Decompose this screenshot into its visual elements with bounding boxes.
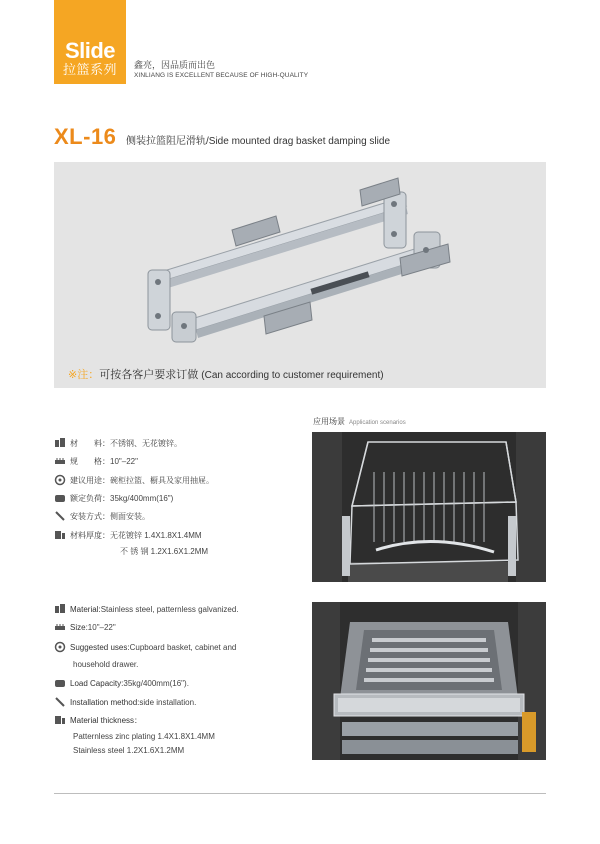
note-english: (Can according to customer requirement) bbox=[201, 370, 384, 381]
screwdriver-icon bbox=[54, 510, 66, 522]
weight-icon bbox=[54, 677, 66, 689]
scene-label bbox=[313, 416, 406, 427]
product-hero-image bbox=[54, 162, 546, 388]
spec-value: 10"–22" bbox=[87, 622, 116, 632]
spec-value: 35kg/400mm(16"). bbox=[123, 678, 189, 688]
spec-cn-material bbox=[54, 436, 182, 450]
customization-note bbox=[68, 366, 384, 382]
brand-logo-box bbox=[54, 0, 126, 84]
product-model: XL-16 bbox=[54, 124, 117, 149]
spec-label: 额定负荷： bbox=[70, 493, 110, 503]
spec-value: 侧面安装。 bbox=[110, 511, 150, 521]
drawer-basket-drawing bbox=[312, 602, 546, 760]
dish-rack-drawing bbox=[312, 432, 546, 582]
scene-photo-drawer-basket bbox=[312, 602, 546, 760]
spec-label: Installation method: bbox=[70, 697, 140, 707]
spec-en-uses-cont: household drawer. bbox=[73, 660, 139, 669]
spec-label: Material thickness： bbox=[70, 715, 143, 725]
slogan-english: XINLIANG IS EXCELLENT BECAUSE OF HIGH-QUALITY bbox=[134, 72, 309, 79]
spec-value: side installation. bbox=[139, 697, 197, 707]
footer-divider bbox=[54, 793, 546, 794]
spec-label: 安装方式： bbox=[70, 511, 110, 521]
spec-cn-thickness bbox=[54, 528, 202, 542]
scene-photo-dish-rack bbox=[312, 432, 546, 582]
thickness-icon bbox=[54, 529, 66, 541]
spec-en-material bbox=[54, 602, 239, 616]
spec-value: 35kg/400mm(16") bbox=[110, 493, 174, 503]
spec-label: 建议用途： bbox=[70, 475, 110, 485]
spec-cn-uses bbox=[54, 473, 214, 487]
spec-cn-size bbox=[54, 454, 138, 468]
spec-value: 不锈钢、无花镀锌。 bbox=[110, 438, 182, 448]
spec-label: 规 格： bbox=[70, 456, 110, 466]
spec-en-thickness bbox=[54, 713, 142, 727]
spec-cn-thickness-stainless: 不 锈 钢 1.2X1.6X1.2MM bbox=[120, 547, 209, 556]
product-description: 侧装拉篮阻尼滑轨/Side mounted drag basket damping slide bbox=[126, 136, 391, 147]
brand-subtitle: 拉篮系列 bbox=[62, 62, 117, 77]
spec-value: 碗柜拉篮、橱具及家用抽屉。 bbox=[110, 475, 214, 485]
spec-label: Material: bbox=[70, 604, 101, 614]
weight-icon bbox=[54, 492, 66, 504]
spec-en-size bbox=[54, 620, 116, 634]
brand-title: Slide bbox=[64, 38, 116, 63]
ruler-icon bbox=[54, 455, 66, 467]
scene-label-cn: 应用场景 bbox=[313, 417, 345, 426]
spec-cn-load bbox=[54, 491, 173, 505]
material-icon bbox=[54, 437, 66, 449]
spec-label: 材料厚度： bbox=[70, 530, 110, 540]
spec-en-uses bbox=[54, 640, 236, 654]
use-icon bbox=[54, 474, 66, 486]
spec-en-install bbox=[54, 695, 196, 709]
spec-value: Cupboard basket, cabinet and bbox=[129, 642, 237, 652]
ruler-icon bbox=[54, 621, 66, 633]
thickness-icon bbox=[54, 714, 66, 726]
spec-en-load bbox=[54, 676, 189, 690]
note-mark: ※注： bbox=[68, 369, 100, 381]
spec-value: 10"–22" bbox=[110, 456, 138, 466]
spec-en-thickness-zinc: Patternless zinc plating 1.4X1.8X1.4MM bbox=[73, 732, 215, 741]
spec-label: Suggested uses: bbox=[70, 642, 130, 652]
spec-label: Load Capacity: bbox=[70, 678, 124, 688]
spec-en-thickness-stainless: Stainless steel 1.2X1.6X1.2MM bbox=[73, 746, 185, 755]
note-chinese: 可按各客户要求订做 bbox=[99, 369, 199, 381]
slogan-chinese: 鑫亮，因品质而出色 bbox=[134, 60, 216, 70]
spec-value: 无花镀锌 1.4X1.8X1.4MM bbox=[110, 530, 202, 540]
spec-label: 材 料： bbox=[70, 438, 110, 448]
screwdriver-icon bbox=[54, 696, 66, 708]
slide-rail-illustration bbox=[54, 162, 546, 388]
spec-label: Size: bbox=[70, 622, 88, 632]
spec-cn-install bbox=[54, 509, 150, 523]
scene-label-en: Application scenarios bbox=[349, 420, 406, 426]
spec-value: Stainless steel, patternless galvanized. bbox=[100, 604, 239, 614]
use-icon bbox=[54, 641, 66, 653]
material-icon bbox=[54, 603, 66, 615]
